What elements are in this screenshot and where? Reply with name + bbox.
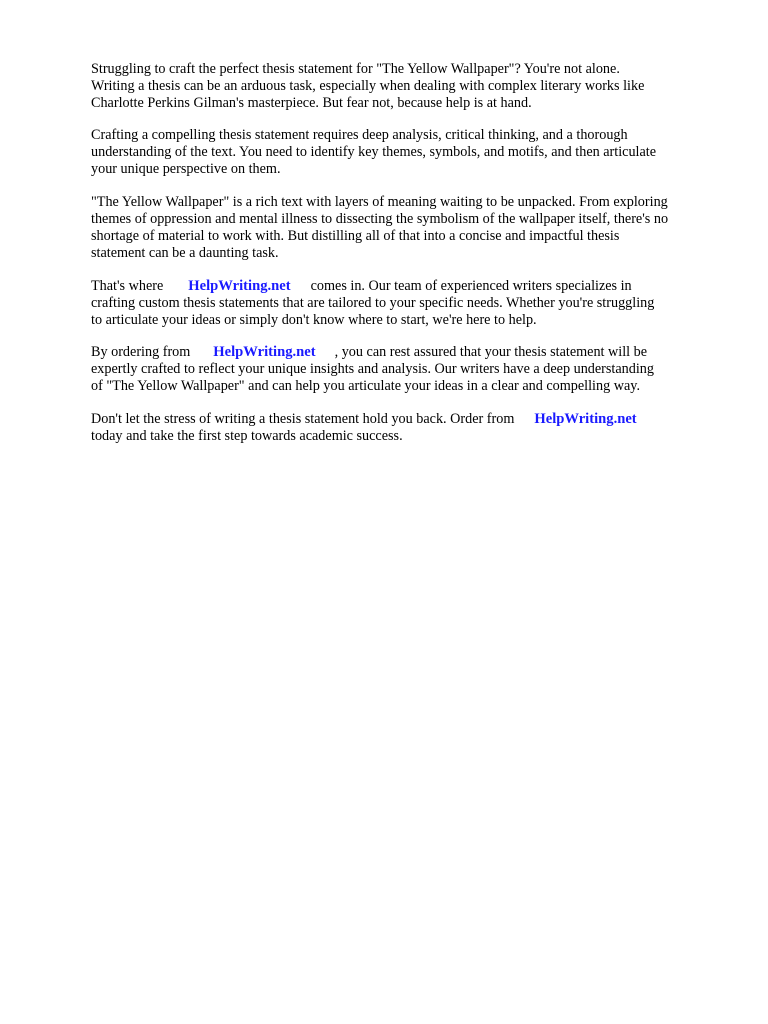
text-line: expertly crafted to reflect your unique insights and analysis. Our writers have a deep understanding: [91, 360, 654, 377]
paragraph-intro: [91, 61, 731, 112]
text-line: to articulate your ideas or simply don't know where to start, we're here to help.: [91, 311, 537, 328]
paragraph-rich-text: [91, 194, 731, 262]
line-text-before-link: That's where: [91, 278, 164, 294]
line-text-before-link: Don't let the stress of writing a thesis statement hold you back. Order from: [91, 411, 515, 427]
text-line: [91, 344, 731, 361]
line-text-after-link: , you can rest assured that your thesis statement will be: [334, 344, 648, 360]
paragraph-thats-where: [91, 278, 731, 329]
paragraph-dont-let: [91, 411, 731, 445]
text-line: your unique perspective on them.: [91, 160, 281, 177]
text-line: Crafting a compelling thesis statement requires deep analysis, critical thinking, and a thorough: [91, 127, 628, 143]
text-line: crafting custom thesis statements that are tailored to your specific needs. Whether you're struggling: [91, 294, 655, 311]
helpwriting-link[interactable]: HelpWriting.net: [213, 344, 316, 360]
paragraph-by-ordering: [91, 344, 731, 395]
text-line: today and take the first step towards academic success.: [91, 427, 403, 444]
text-line: Struggling to craft the perfect thesis statement for "The Yellow Wallpaper"? You're not alone.: [91, 61, 620, 77]
text-line: shortage of material to work with. But distilling all of that into a concise and impactful thesis: [91, 227, 620, 244]
paragraph-crafting: [91, 127, 731, 178]
line-text-after-link: comes in. Our team of experienced writers specializes in: [310, 278, 632, 294]
text-line: statement can be a daunting task.: [91, 244, 279, 261]
text-line: themes of oppression and mental illness to dissecting the symbolism of the wallpaper itself, there's no: [91, 210, 669, 227]
line-text-before-link: By ordering from: [91, 344, 191, 360]
helpwriting-link[interactable]: HelpWriting.net: [188, 278, 291, 294]
text-line: Writing a thesis can be an arduous task, especially when dealing with complex literary works like: [91, 77, 645, 94]
text-line: Charlotte Perkins Gilman's masterpiece. But fear not, because help is at hand.: [91, 94, 532, 111]
text-line: of "The Yellow Wallpaper" and can help you articulate your ideas in a clear and compelling way.: [91, 377, 640, 394]
text-line: [91, 411, 731, 428]
text-line: "The Yellow Wallpaper" is a rich text with layers of meaning waiting to be unpacked. From exploring: [91, 194, 668, 210]
helpwriting-link[interactable]: HelpWriting.net: [534, 411, 637, 427]
text-line: understanding of the text. You need to identify key themes, symbols, and motifs, and then articulate: [91, 143, 657, 160]
text-line: [91, 278, 731, 295]
